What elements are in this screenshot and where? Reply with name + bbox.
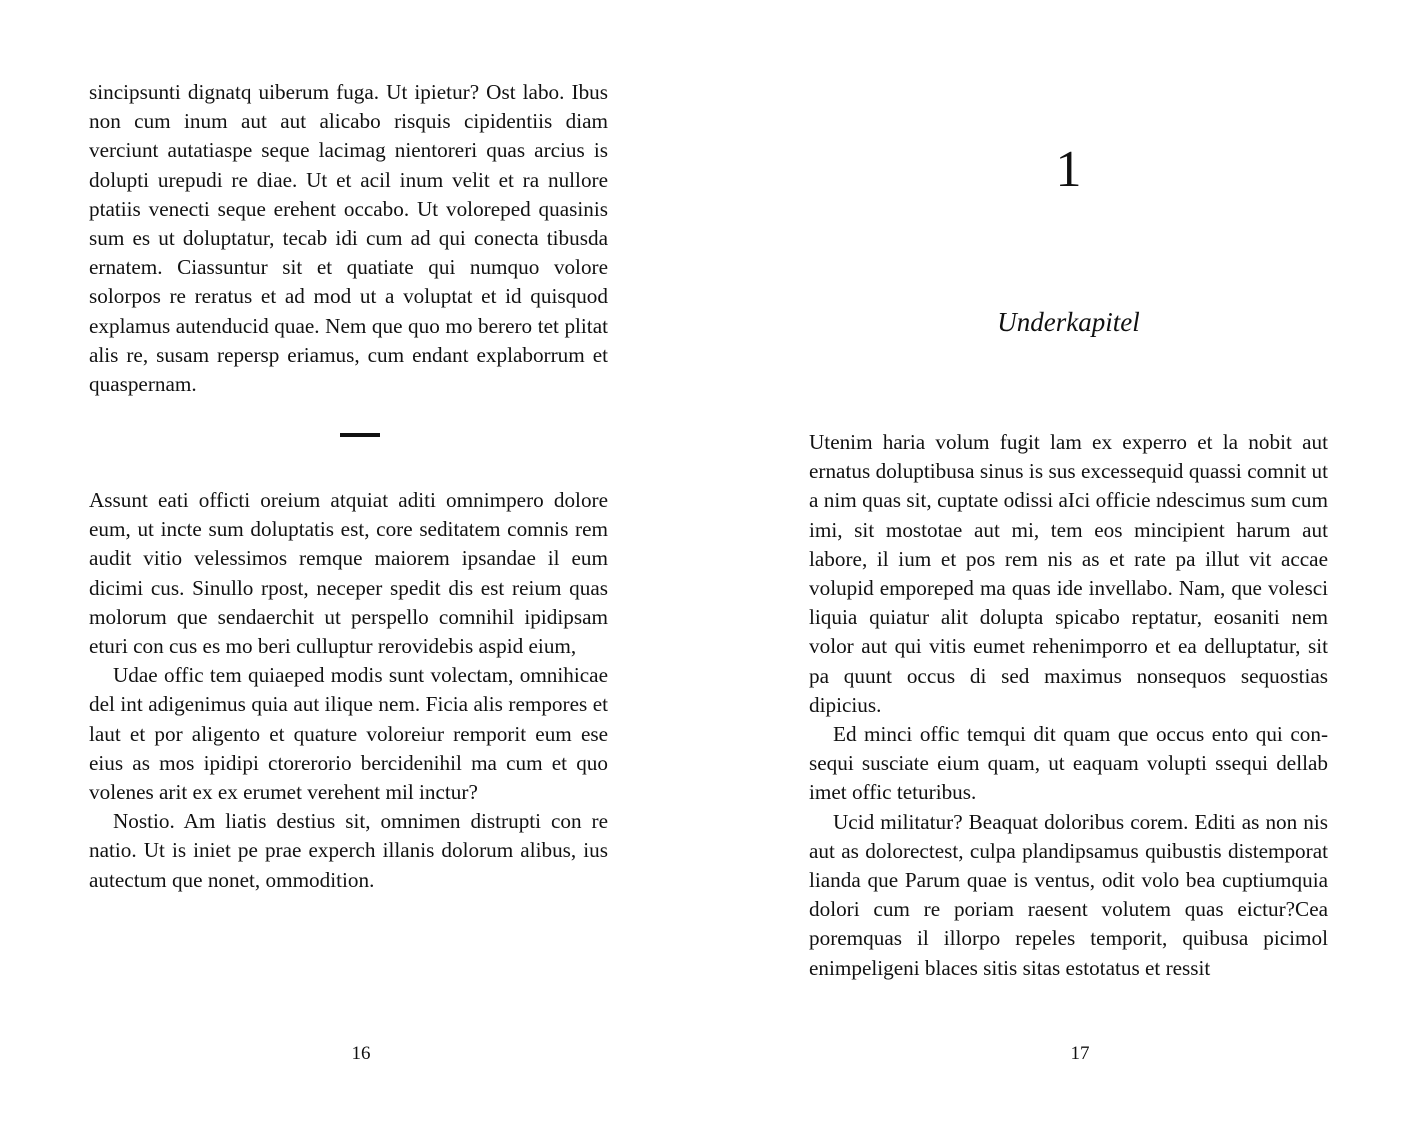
paragraph: Ed minci offic temqui dit quam que occus ento qui consequi susciate eium quam, ut eaquam volupti ssequi dellab imet offic teturibus. xyxy=(809,722,1328,805)
paragraph: Utenim haria volum fugit lam ex experro et la nobit aut ernatus doluptibusa sinus is sus excessequid quassi comnit ut a nim quas sit, cuptate odissi aIci officie ndescimus sum cum imi, sit mostotae aut mi, tem eos mincipient harum aut labore, il ium et pos rem nis as et rate pa illut vit accae volupid emporeped ma quas ide invellabo. Nam, que volesci liquia quiatur alit dolupta spicabo reptatur, eosaniti nem volor aut qui vitis eumet rehenimporro et ea delluptatur, sit pa quunt occus di sed maximus nonsequos sequostias dipicius. xyxy=(809,430,1328,717)
subchapter-title: Underkapitel xyxy=(997,307,1140,337)
left-continued-text xyxy=(89,78,608,399)
paragraph: Ucid militatur? Beaquat doloribus corem. Editi as non nis aut as dolorectest, culpa plandipsamus quibustis distemporat lianda que Parum quae is ventus, odit volo bea cuptiumquia dolori cum re poriam raesent volutem quas eictur?Cea poremquas il illorpo repeles temporit, quibusa picimol enimpeligeni blaces sitis sitas estotatus et ressit xyxy=(809,809,1328,980)
page-number-right: 17 xyxy=(1070,1043,1090,1064)
paragraph: Udae offic tem quiaeped modis sunt volectam, omnihicae del int adigenimus quia aut ilique nem. Ficia alis rempores et laut et por aligento et quature voloreiur remporit eum ese eius as mos ipidipi ctorerorio bercidenihil ma cum et quo volenes arit ex ex erumet verehent mil inctur? xyxy=(89,663,608,805)
page-number-left: 16 xyxy=(351,1043,371,1064)
right-body-text xyxy=(809,428,1328,983)
left-body-text xyxy=(89,486,608,895)
section-break-rule xyxy=(340,433,380,437)
paragraph: Assunt eati officti oreium atquiat aditi omnimpero dolore eum, ut incte sum doluptatis est, core seditatem comnis rem audit vitio velessimos remque maiorem ipsandae il eum dicimi cus. Sinullo rpost, neceper spedit dis est reium quas molorum que sendaerchit ut perspello comnihil ipidipsam eturi con cus es mo beri culluptur rerovidebis aspid eium, xyxy=(89,488,608,659)
chapter-number: 1 xyxy=(1055,141,1082,198)
paragraph: Nostio. Am liatis destius sit, omnimen distrupti con re natio. Ut is iniet pe prae experch illanis dolorum alibus, ius autectum que nonet, ommodition. xyxy=(89,809,608,892)
left-page xyxy=(0,0,708,1122)
right-page xyxy=(708,0,1417,1122)
paragraph: sincipsunti dignatq uiberum fuga. Ut ipietur? Ost labo. Ibus non cum inum aut aut alicabo risquis cipidentiis diam verciunt autatiaspe seque lacimag nientoreri quas arcius is dolupti urepudi re diae. Ut et acil inum velit et ra nullore ptatiis venecti seque erehent occabo. Ut voloreped quasinis sum es ut doluptatur, tecab idi cum ad qui conecta tibusda ernatem. Ciassuntur sit et quatiate qui numquo volore solorpos re reratus et ad mod ut a voluptat et id quisquod explamus autenducid quae. Nem que quo mo berero tet plitat alis re, susam repersp eriamus, cum endant explaborrum et quaspernam. xyxy=(89,80,608,397)
